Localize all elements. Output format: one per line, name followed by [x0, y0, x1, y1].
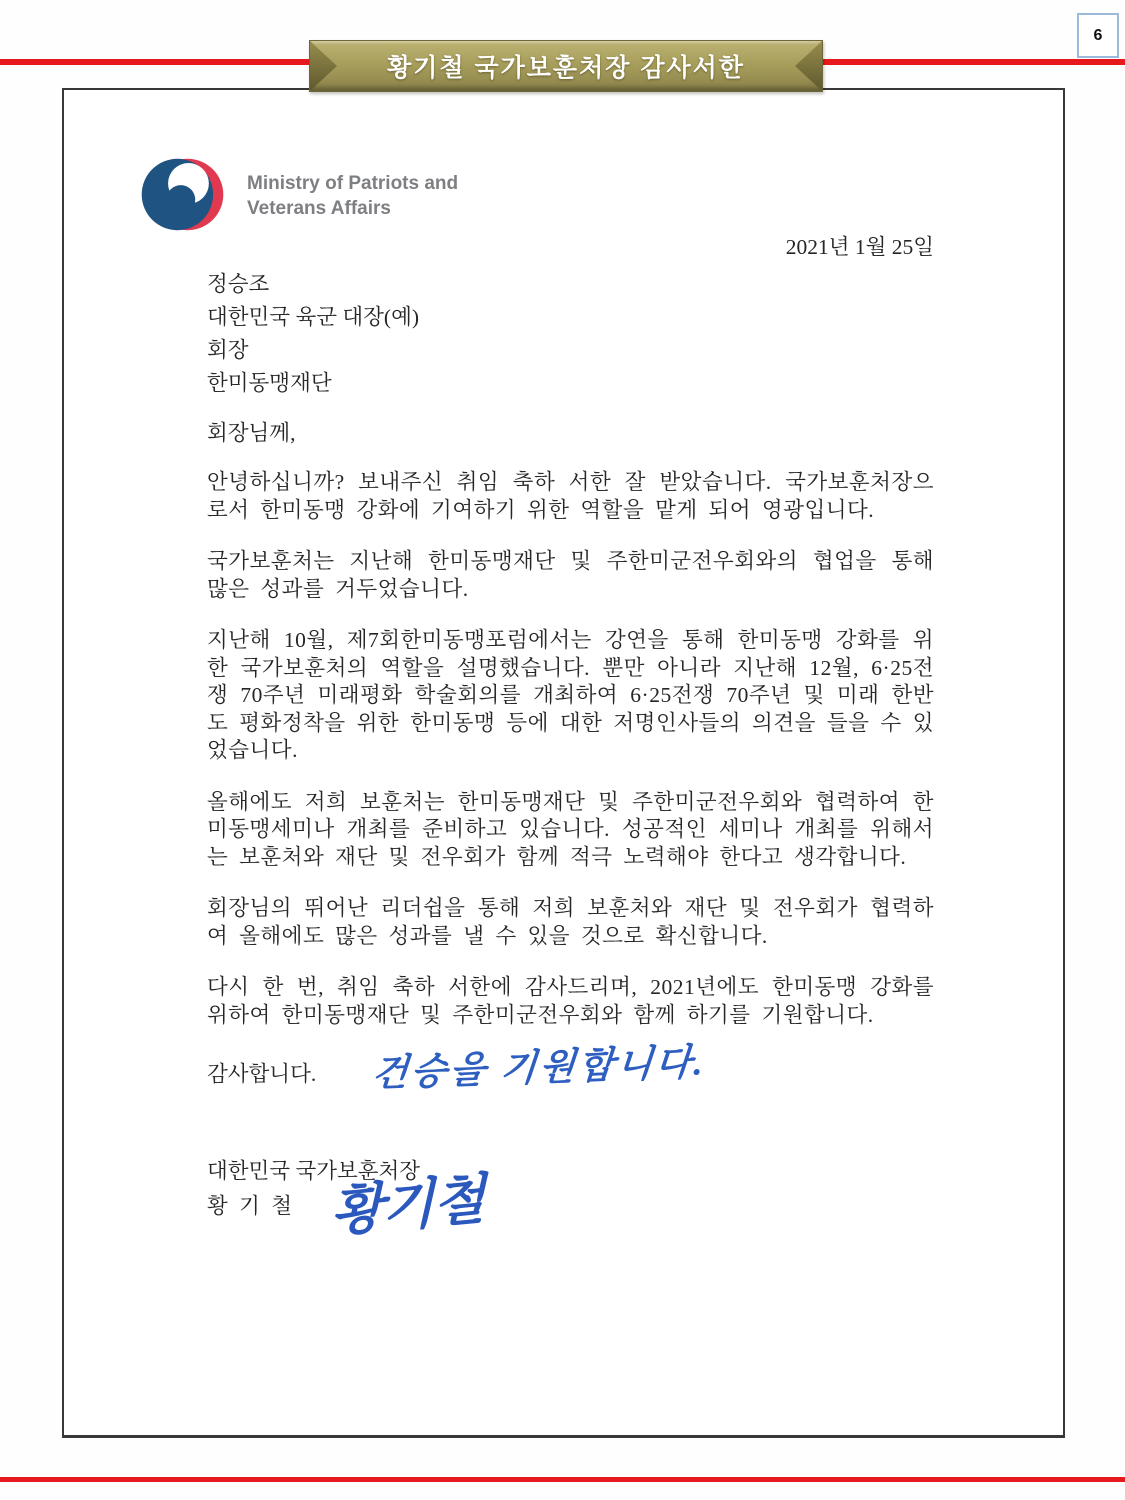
- signature-block: [207, 1155, 934, 1243]
- letter-paragraph-6: 다시 한 번, 취임 축하 서한에 감사드리며, 2021년에도 한미동맹 강화를 위하여 한미동맹재단 및 주한미군전우회와 함께 하기를 기원합니다.: [207, 975, 934, 1027]
- recipient-rank: 대한민국 육군 대장(예): [207, 305, 419, 329]
- recipient-name: 정승조: [207, 272, 270, 296]
- closing-text: 감사합니다.: [207, 1062, 317, 1086]
- page-number: 6: [1093, 26, 1103, 44]
- signature-name: 황 기 철: [207, 1194, 296, 1218]
- letter-paragraph-3: 지난해 10월, 제7회한미동맹포럼에서는 강연을 통해 한미동맹 강화를 위한 국가보훈처의 역할을 설명했습니다. 뿐만 아니라 지난해 12월, 6·25전쟁 70주년 미래평화 학술회의를 개최하여 6·25전쟁 70주년 및 미래 한반도 평화정착을 위한 한미동맹 등에 대한 저명인사들의 의견을 들을 수 있었습니다.: [207, 628, 934, 762]
- letter-body: [207, 232, 934, 1243]
- closing-row: [207, 1042, 934, 1095]
- signature-title: 대한민국 국가보훈처장: [207, 1159, 421, 1183]
- letter-paragraph-4: 올해에도 저희 보훈처는 한미동맹재단 및 주한미군전우회와 협력하여 한미동맹세미나 개최를 준비하고 있습니다. 성공적인 세미나 개최를 위해서는 보훈처와 재단 및 전우회가 함께 적극 노력해야 한다고 생각합니다.: [207, 789, 934, 869]
- letter-frame: [62, 88, 1065, 1438]
- recipient-title: 회장: [207, 338, 249, 362]
- ministry-name-line2: Veterans Affairs: [247, 198, 391, 219]
- letter-paragraph-5: 회장님의 뛰어난 리더쉽을 통해 저희 보훈처와 재단 및 전우회가 협력하여 올해에도 많은 성과를 낼 수 있을 것으로 확신합니다.: [207, 896, 934, 948]
- recipient-block: [207, 268, 934, 400]
- handwritten-note: 건승을 기원합니다.: [370, 1042, 709, 1095]
- letter-paragraph-1: 안녕하십니까? 보내주신 취임 축하 서한 잘 받았습니다. 국가보훈처장으로서 한미동맹 강화에 기여하기 위한 역할을 맡게 되어 영광입니다.: [207, 470, 934, 522]
- signature-handwriting: 황기철: [330, 1169, 485, 1243]
- bottom-red-rule: [0, 1477, 1125, 1482]
- ministry-logo-block: [140, 152, 458, 237]
- banner-title: 황기철 국가보훈처장 감사서한: [387, 54, 745, 82]
- recipient-org: 한미동맹재단: [207, 371, 332, 395]
- salutation: 회장님께,: [207, 421, 296, 445]
- letter-date: 2021년 1월 25일: [785, 235, 934, 259]
- page-number-badge: [1077, 13, 1119, 58]
- ministry-name: [247, 152, 458, 221]
- ministry-name-line1: Ministry of Patriots and: [247, 173, 459, 194]
- letter-paragraph-2: 국가보훈처는 지난해 한미동맹재단 및 주한미군전우회와의 협업을 통해 많은 성과를 거두었습니다.: [207, 549, 934, 601]
- mpva-taegeuk-logo-icon: [140, 152, 225, 237]
- title-banner: [309, 40, 823, 92]
